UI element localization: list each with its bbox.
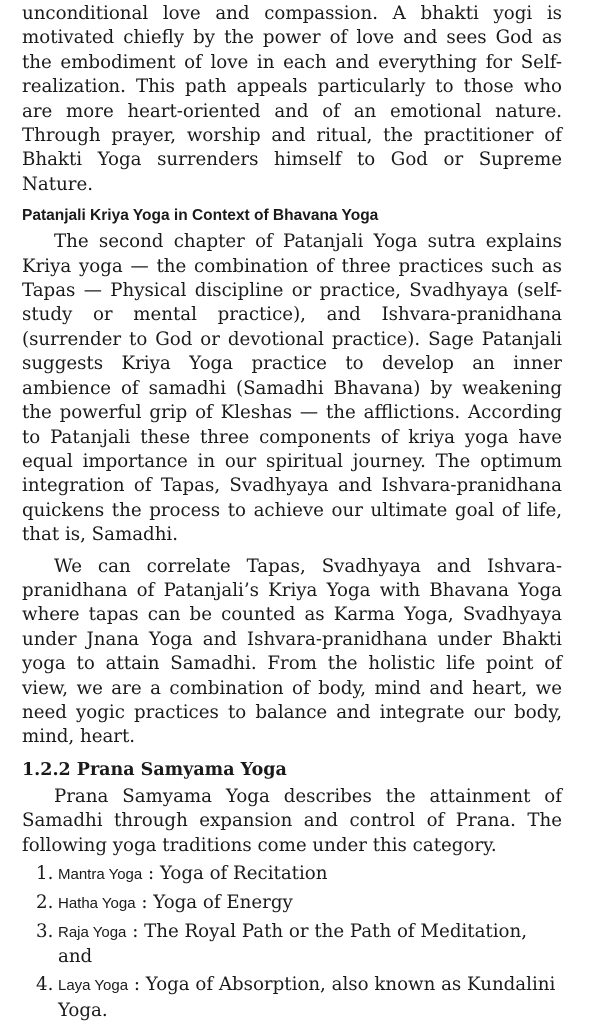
list-item xyxy=(36,891,562,916)
list-term: Hatha Yoga xyxy=(58,895,136,912)
list-number: 1. xyxy=(36,863,54,884)
list-term: Mantra Yoga xyxy=(58,866,143,883)
list-term: Raja Yoga xyxy=(58,924,127,941)
list-description: : Yoga of Absorption, also known as Kundalini Yoga. xyxy=(58,974,556,1021)
list-number: 2. xyxy=(36,892,54,913)
list-number: 4. xyxy=(36,974,54,996)
list-description: : The Royal Path or the Path of Meditation, and xyxy=(58,921,528,968)
list-description: : Yoga of Recitation xyxy=(142,863,328,884)
list-term: Laya Yoga xyxy=(58,977,129,995)
heading-kriya-yoga: Patanjali Kriya Yoga in Context of Bhavana Yoga xyxy=(22,207,379,225)
paragraph-bhakti-continued: unconditional love and compassion. A bhakti yogi is motivated chiefly by the power of love and sees God as the embodiment of love in each and everything for Self-realization. This path appeals particularly to those who are more heart-oriented and of an emotional nature. Through prayer, worship and ritual, the practitioner of Bhakti Yoga surrenders himself to God or Supreme Nature. xyxy=(22,3,562,195)
document-page xyxy=(22,2,562,1027)
list-item xyxy=(36,973,562,1023)
paragraph-correlation: We can correlate Tapas, Svadhyaya and Ishvara-pranidhana of Patanjali’s Kriya Yoga with Bhavana Yoga where tapas can be counted as Karma Yoga, Svadhyaya under Jnana Yoga and Ishvara-pranidhana under Bhakti yoga to attain Samadhi. From the holistic life point of view, we are a combination of body, mind and heart, we need yogic practices to balance and integrate our body, mind, heart. xyxy=(22,555,562,748)
heading-prana-samyama: 1.2.2 Prana Samyama Yoga xyxy=(22,759,287,780)
list-description: : Yoga of Energy xyxy=(135,892,293,913)
list-number: 3. xyxy=(36,921,54,942)
paragraph-kriya-yoga: The second chapter of Patanjali Yoga sutra explains Kriya yoga — the combination of three practices such as Tapas — Physical discipline or practice, Svadhyaya (self-study or mental practice), and Ishvara-pranidhana (surrender to God or devotional practice). Sage Patanjali suggests Kriya Yoga practice to develop an inner ambience of samadhi (Samadhi Bhavana) by weakening the powerful grip of Kleshas — the afflictions. According to Patanjali these three components of kriya yoga have equal importance in our spiritual journey. The optimum integration of Tapas, Svadhyaya and Ishvara-pranidhana quickens the process to achieve our ultimate goal of life, that is, Samadhi. xyxy=(22,231,562,546)
list-item xyxy=(36,862,562,887)
paragraph-prana-samyama: Prana Samyama Yoga describes the attainment of Samadhi through expansion and control of Prana. The following yoga traditions come under this category. xyxy=(22,785,562,856)
list-item xyxy=(36,920,562,970)
yoga-traditions-list xyxy=(22,862,562,1023)
